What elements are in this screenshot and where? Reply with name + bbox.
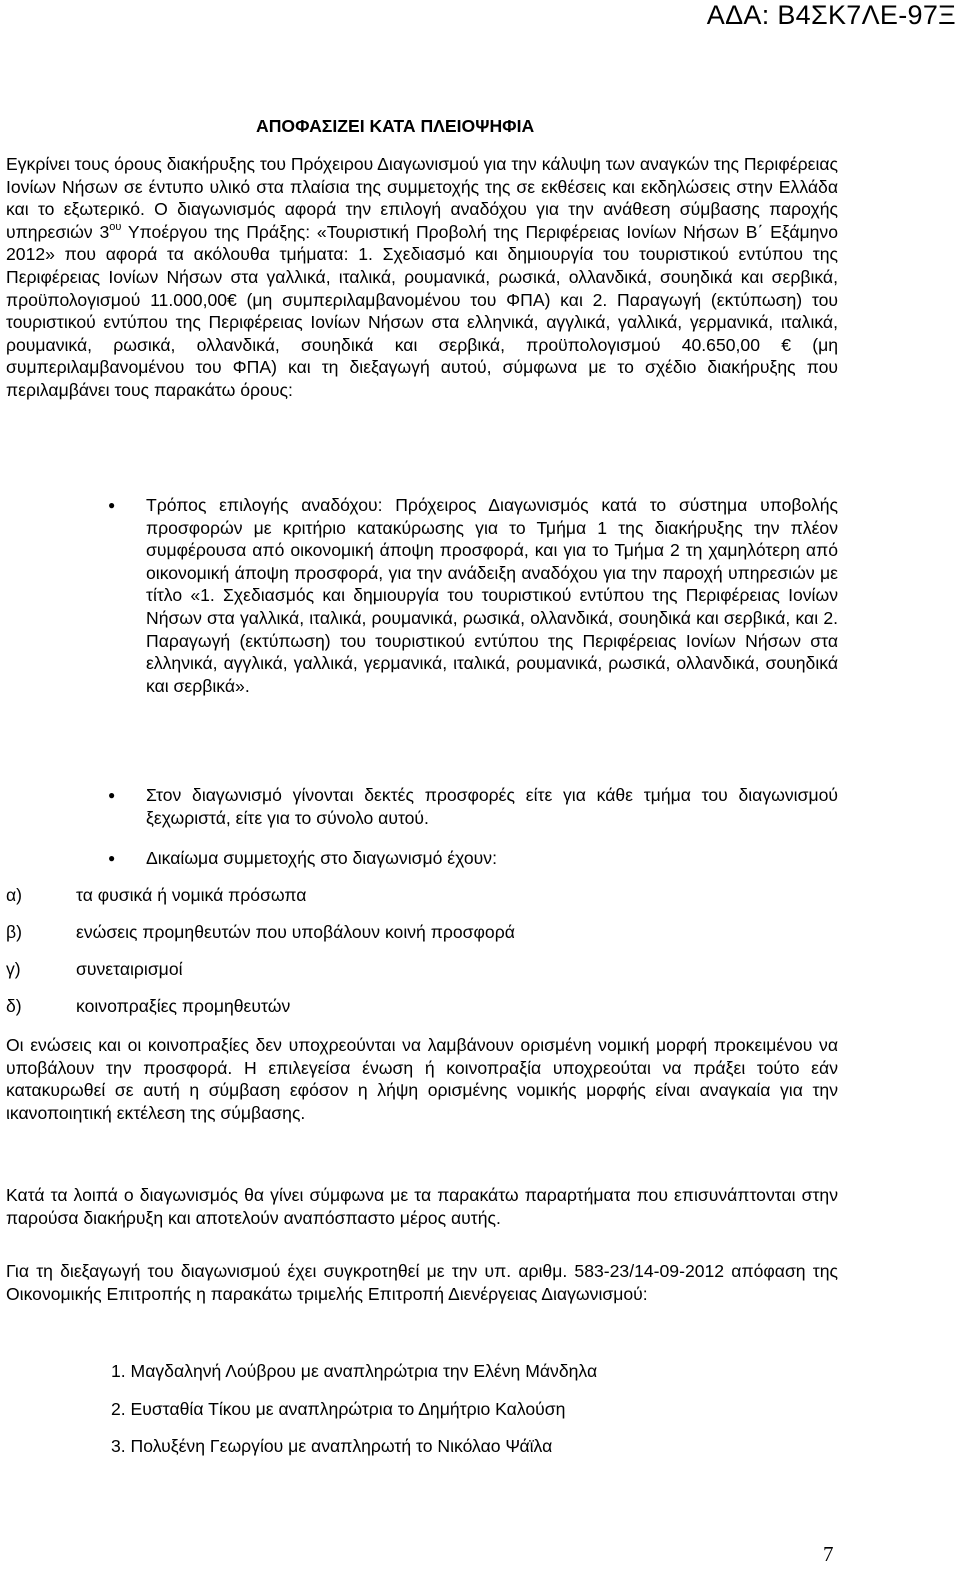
committee-paragraph: Για τη διεξαγωγή του διαγωνισμού έχει συγκροτηθεί με την υπ. αριθμ. 583-23/14-09-2012 απόφαση της Οικονομικής Επιτροπής η παρακάτω τριμελής Επιτροπή Διενέργειας Διαγωνισμού: [6,1261,838,1304]
committee-member: 1. Μαγδαληνή Λούβρου με αναπληρώτρια την Ελένη Μάνδηλα [111,1361,598,1381]
bullet-icon: ● [108,498,116,512]
participant-item [6,884,306,907]
bullet-item-selection-method [108,494,838,697]
decision-heading: ΑΠΟΦΑΣΙΖΕΙ ΚΑΤΑ ΠΛΕΙΟΨΗΦΙΑ [256,116,535,136]
committee-member: 3. Πολυξένη Γεωργίου με αναπληρωτή το Νικόλαο Ψάϊλα [111,1436,553,1456]
bullet-text: Τρόπος επιλογής αναδόχου: Πρόχειρος Διαγωνισμός κατά το σύστημα υποβολής προσφορών με κριτήριο κατακύρωσης για το Τμήμα 1 της διακήρυξης την πλέον συμφέρουσα από οικονομική άποψη προσφορά, και για το Τμήμα 2 τη χαμηλότερη από οικονομική άποψη προσφορά, για την ανάδειξη αναδόχου για την παροχή υπηρεσιών με τίτλο «1. Σχεδιασμός και δημιουργία του τουριστικού εντύπου της Περιφέρειας Ιονίων Νήσων στα γαλλικά, ιταλικά, ρουμανικά, ρωσικά, ολλανδικά, σουηδικά και σερβικά, και 2. Παραγωγή (εκτύπωση) του τουριστικού εντύπου της Περιφέρειας Ιονίων Νήσων στα ελληνικά, αγγλικά, γαλλικά, γερμανικά, ιταλικά, ρουμανικά, ρωσικά, ολλανδικά, σουηδικά και σερβικά». [146,495,838,696]
unions-paragraph: Οι ενώσεις και οι κοινοπραξίες δεν υποχρεούνται να λαμβάνουν ορισμένη νομική μορφή προκειμένου να υποβάλουν την προσφορά. Η επιλεγείσα ένωση ή κοινοπραξία υποχρεούται να πράξει τούτο εάν κατακυρωθεί σε αυτή η σύμβαση εφόσον η λήψη ορισμένης νομικής μορφής είναι αναγκαία για την ικανοποιητική εκτέλεση της σύμβασης. [6,1035,838,1123]
intro-text-part2: Υποέργου της Πράξης: «Τουριστική Προβολή της Περιφέρειας Ιονίων Νήσων Β΄ Εξάμηνο 2012» που αφορά τα ακόλουθα τμήματα: 1. Σχεδιασμό και δημιουργία του τουριστικού εντύπου της Περιφέρειας Ιονίων Νήσων στα γαλλικά, ιταλικά, ρουμανικά, ρωσικά, ολλανδικά, σουηδικά και σερβικά, προϋπολογισμού 11.000,00€ (μη συμπεριλαμβανομένου του ΦΠΑ) και 2. Παραγωγή (εκτύπωση) του τουριστικού εντύπου της Περιφέρειας Ιονίων Νήσων στα ελληνικά, αγγλικά, γαλλικά, γερμανικά, ιταλικά, ρουμανικά, ρωσικά, ολλανδικά, σουηδικά και σερβικά, προϋπολογισμού 40.650,00 € (μη συμπεριλαμβανομένου του ΦΠΑ) και τη διεξαγωγή αυτού, σύμφωνα με το σχέδιο διακήρυξης που περιλαμβάνει τους παρακάτω όρους: [6,221,838,400]
bullet-text: Στον διαγωνισμό γίνονται δεκτές προσφορές είτε για κάθε τμήμα του διαγωνισμού ξεχωριστά, είτε για το σύνολο αυτού. [146,785,838,828]
bullet-text: Δικαίωμα συμμετοχής στο διαγωνισμό έχουν: [146,848,497,868]
intro-paragraph [6,153,838,402]
participant-text: συνεταιρισμοί [76,959,183,979]
list-marker: β) [6,922,22,942]
bullet-item-offers [108,784,838,829]
remaining-terms-paragraph: Κατά τα λοιπά ο διαγωνισμός θα γίνει σύμφωνα με τα παρακάτω παραρτήματα που επισυνάπτονται στην παρούσα διακήρυξη και αποτελούν αναπόσπαστο μέρος αυτής. [6,1185,838,1228]
bullet-icon: ● [108,788,116,802]
participant-text: κοινοπραξίες προμηθευτών [76,996,291,1016]
ada-code: ΑΔΑ: Β4ΣΚ7ΛΕ-97Ξ [706,0,956,30]
bullet-icon: ● [108,851,116,865]
page-number: 7 [823,1542,834,1566]
participant-item [6,921,515,944]
bullet-item-participation-right [108,847,838,870]
participant-text: τα φυσικά ή νομικά πρόσωπα [76,885,307,905]
intro-superscript: ου [109,220,122,233]
list-marker: δ) [6,996,22,1016]
participant-item [6,995,290,1018]
list-marker: γ) [6,959,21,979]
participant-text: ενώσεις προμηθευτών που υποβάλουν κοινή προσφορά [76,922,515,942]
participant-item [6,958,183,981]
committee-member: 2. Ευσταθία Τίκου με αναπληρώτρια το Δημήτριο Καλούση [111,1399,566,1419]
intro-text-part1: Εγκρίνει τους όρους διακήρυξης του Πρόχειρου Διαγωνισμού για την κάλυψη των αναγκών της Περιφέρειας Ιονίων Νήσων σε έντυπο υλικό στα πλαίσια της συμμετοχής της σε εκθέσεις και εκδηλώσεις στην Ελλάδα και το εξωτερικό. Ο διαγωνισμός αφορά την επιλογή αναδόχου για την ανάθεση σύμβασης παροχής υπηρεσιών 3 [6,154,838,242]
list-marker: α) [6,885,23,905]
